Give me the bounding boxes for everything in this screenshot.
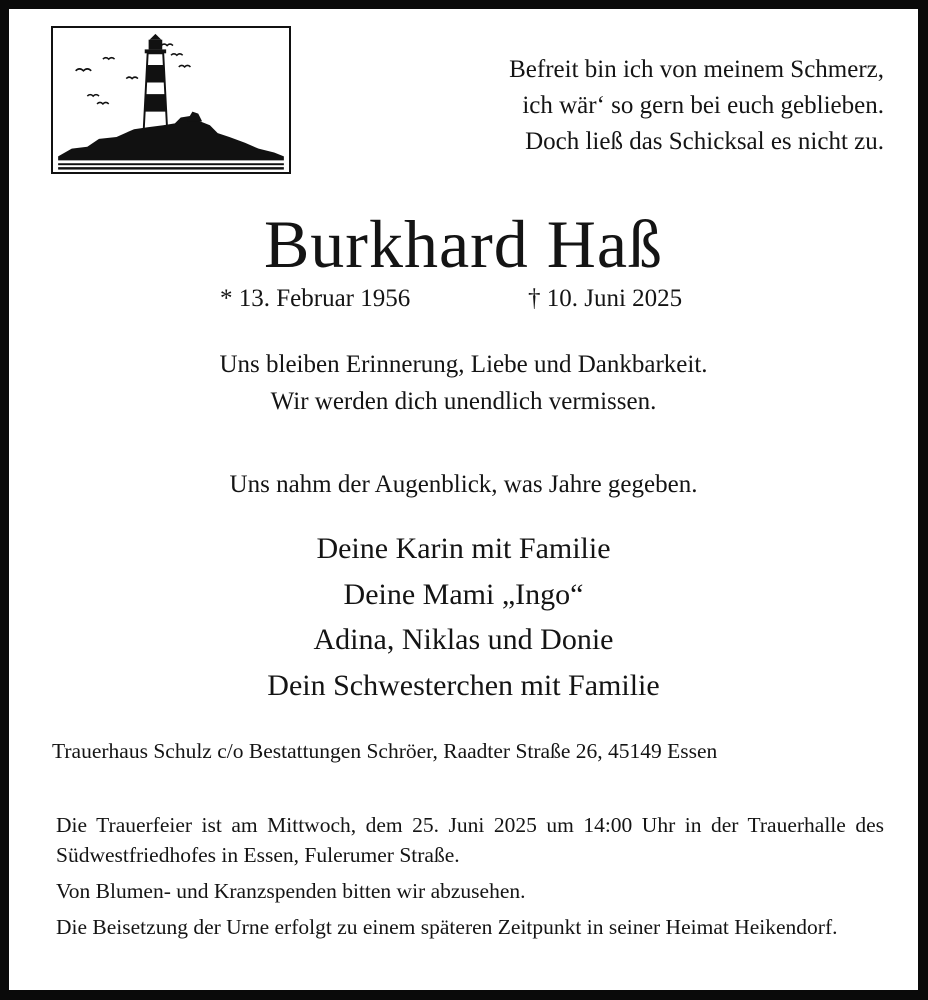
flowers-text: Von Blumen- und Kranzspenden bitten wir abzusehen.: [56, 879, 526, 903]
mourner-line: Deine Mami „Ingo“: [343, 577, 584, 611]
saying-text: Uns nahm der Augenblick, was Jahre gegeben.: [229, 471, 698, 498]
quote-line: ich wär‘ so gern bei euch geblieben.: [522, 92, 884, 119]
obituary-card: [9, 9, 918, 990]
memory-line: Uns bleiben Erinnerung, Liebe und Dankbarkeit.: [219, 351, 708, 378]
quote-line: Doch ließ das Schicksal es nicht zu.: [525, 128, 884, 155]
birth-date: * 13. Februar 1956: [220, 285, 411, 312]
quote-block: [509, 52, 884, 160]
burial-text: Die Beisetzung der Urne erfolgt zu einem späteren Zeitpunkt in seiner Heimat Heikendorf.: [56, 915, 838, 939]
mourner-line: Dein Schwesterchen mit Familie: [267, 668, 660, 702]
memory-line: Wir werden dich unendlich vermissen.: [270, 388, 657, 415]
mourner-line: Deine Karin mit Familie: [316, 532, 611, 565]
ceremony-text: Die Trauerfeier ist am Mittwoch, dem 25. Juni 2025 um 14:00 Uhr in der Trauerhalle des Südwestfriedhofes in Essen, Fulerumer Straße.: [56, 813, 884, 867]
death-date: † 10. Juni 2025: [528, 285, 683, 312]
seagull-icon: [76, 44, 191, 104]
deceased-name: Burkhard Haß: [263, 206, 664, 282]
mourner-line: Adina, Niklas und Donie: [313, 623, 614, 656]
lighthouse-icon: [51, 26, 291, 174]
funeral-info: [56, 810, 884, 948]
quote-line: Befreit bin ich von meinem Schmerz,: [509, 56, 884, 83]
memory-text: [9, 346, 918, 420]
mourners-list: [9, 526, 918, 708]
mourning-address: Trauerhaus Schulz c/o Bestattungen Schröer, Raadter Straße 26, 45149 Essen: [52, 739, 718, 763]
